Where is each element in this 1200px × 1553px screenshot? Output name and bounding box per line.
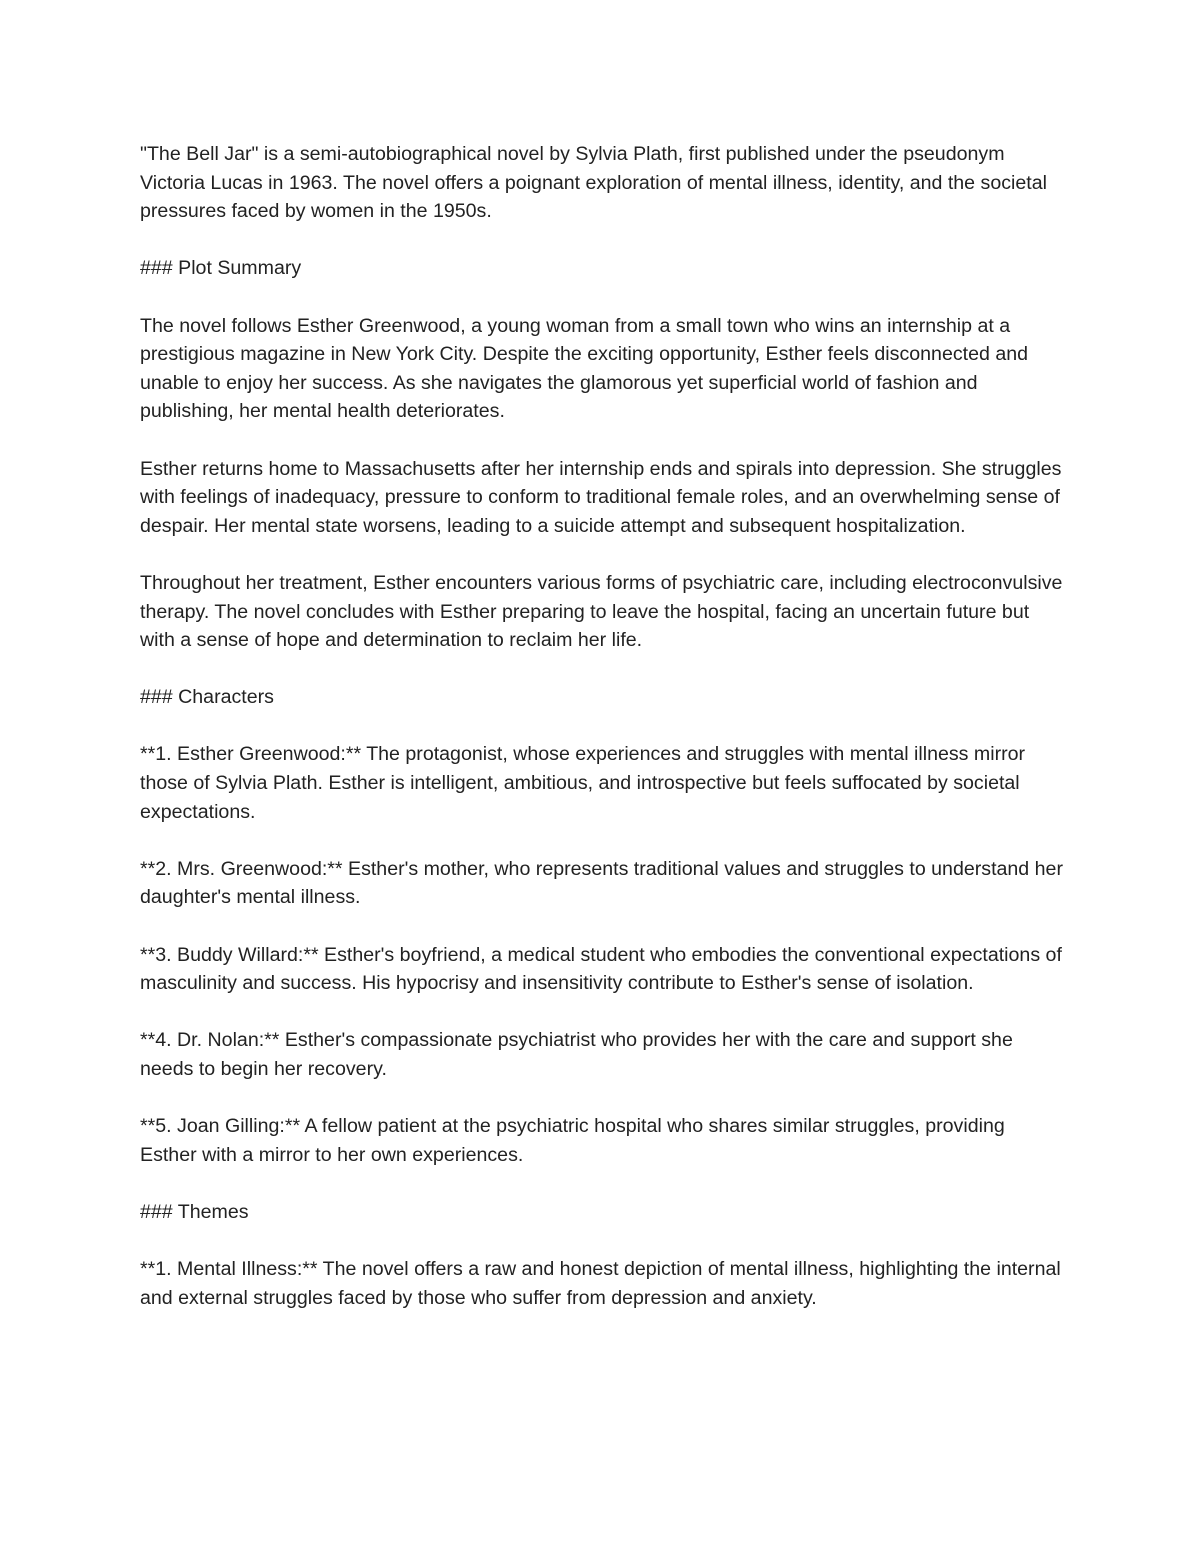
theme-entry: **1. Mental Illness:** The novel offers a raw and honest depiction of mental illness, highlighting the internal and external struggles faced by those who suffer from depression and anxiety.: [140, 1258, 1061, 1309]
plot-paragraph: The novel follows Esther Greenwood, a young woman from a small town who wins an internship at a prestigious magazine in New York City. Despite the exciting opportunity, Esther feels disconnected and unable to enjoy her success. As she navigates the glamorous yet superficial world of fashion and publishing, her mental health deteriorates.: [140, 314, 1029, 423]
intro-paragraph: "The Bell Jar" is a semi-autobiographical novel by Sylvia Plath, first published under the pseudonym Victoria Lucas in 1963. The novel offers a poignant exploration of mental illness, identity, and the societal pressures faced by women in the 1950s.: [140, 143, 1047, 223]
character-entry: **1. Esther Greenwood:** The protagonist, whose experiences and struggles with mental illness mirror those of Sylvia Plath. Esther is intelligent, ambitious, and introspective but feels suffocated by societal expectations.: [140, 743, 1026, 823]
document-page: [140, 140, 1065, 1341]
character-entry: **4. Dr. Nolan:** Esther's compassionate psychiatrist who provides her with the care and support she needs to begin her recovery.: [140, 1029, 1013, 1080]
character-entry: **3. Buddy Willard:** Esther's boyfriend, a medical student who embodies the conventional expectations of masculinity and success. His hypocrisy and insensitivity contribute to Esther's sense of isolation.: [140, 943, 1062, 995]
character-entry: **2. Mrs. Greenwood:** Esther's mother, who represents traditional values and struggles to understand her daughter's mental illness.: [140, 857, 1063, 909]
plot-paragraph: Esther returns home to Massachusetts after her internship ends and spirals into depression. She struggles with feelings of inadequacy, pressure to conform to traditional female roles, and an overwhelming sense of despair. Her mental state worsens, leading to a suicide attempt and subsequent hospitalization.: [140, 457, 1062, 537]
plot-paragraph: Throughout her treatment, Esther encounters various forms of psychiatric care, including electroconvulsive therapy. The novel concludes with Esther preparing to leave the hospital, facing an uncertain future but with a sense of hope and determination to reclaim her life.: [140, 571, 1063, 652]
themes-heading: ### Themes: [140, 1200, 249, 1223]
plot-summary-heading: ### Plot Summary: [140, 257, 302, 280]
character-entry: **5. Joan Gilling:** A fellow patient at the psychiatric hospital who shares similar struggles, providing Esther with a mirror to her own experiences.: [140, 1115, 1005, 1166]
characters-heading: ### Characters: [140, 686, 274, 709]
